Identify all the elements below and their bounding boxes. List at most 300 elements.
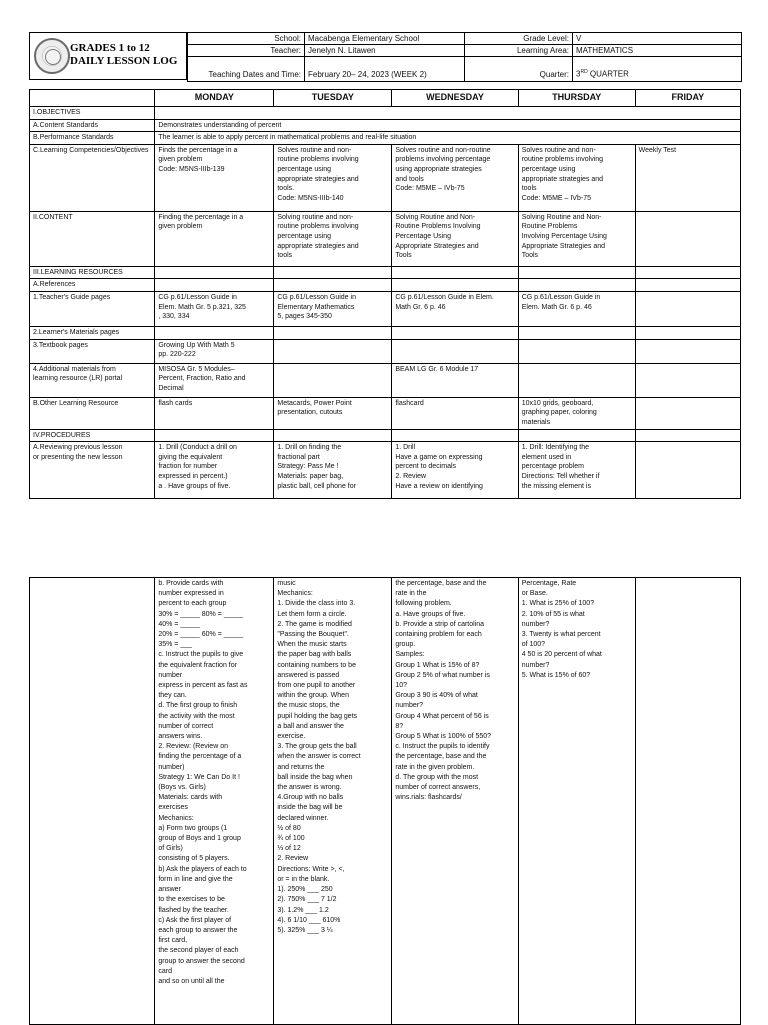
cell-text-line: MISOSA Gr. 5 Modules– xyxy=(158,365,235,373)
empty-cell xyxy=(392,429,518,442)
cell-text-line: percentage using xyxy=(521,165,576,173)
teachers-guide-cell xyxy=(635,291,740,326)
cell-text-line: giving the equivalent xyxy=(158,453,223,461)
other-resources-label: B.Other Learning Resource xyxy=(30,397,155,429)
review-cell xyxy=(274,442,392,499)
cell-text-line: answer xyxy=(158,886,181,894)
continued-thursday-cell xyxy=(518,578,635,1025)
cell-text-line: form in line and give the xyxy=(158,875,233,883)
cell-text-line: percentage problem xyxy=(521,463,584,471)
cell-text-line: "Passing the Bouquet". xyxy=(277,631,349,639)
empty-cell xyxy=(155,429,274,442)
learners-materials-row xyxy=(30,326,741,339)
cell-text-line: , 330, 334 xyxy=(158,313,190,321)
cell-text-line: a . Have groups of five. xyxy=(158,482,231,490)
cell-text-line: a. Have groups of five. xyxy=(395,610,466,618)
cell-text-line: exercise. xyxy=(277,733,306,741)
empty-cell xyxy=(274,363,392,397)
cell-text-line: Have a review on identifying xyxy=(395,482,483,490)
header-title-box xyxy=(29,32,187,80)
cell-text-line: appropriate strategies and xyxy=(277,242,359,250)
cell-text-line: Tools xyxy=(395,252,412,260)
resources-row xyxy=(30,266,741,279)
cell-text-line: expressed in percent.) xyxy=(158,472,228,480)
cell-text-line: using appropriate strategies xyxy=(395,165,482,173)
cell-text-line: number of correct xyxy=(158,722,214,730)
continued-row xyxy=(30,578,741,1025)
cell-text-line: group to answer the second xyxy=(158,957,245,965)
cell-text-line: Samples: xyxy=(395,651,425,659)
cell-text-line: group of Boys and 1 group xyxy=(158,835,241,843)
cell-text-line: Group 3 90 is 40% of what xyxy=(395,692,478,700)
cell-text-line: Solves routine and non- xyxy=(277,146,352,154)
cell-text-line: Weekly Test xyxy=(638,146,677,154)
cell-text-line: given problem xyxy=(158,156,203,164)
cell-text-line: 1. Divide the class into 3. xyxy=(277,600,356,608)
continued-monday-cell xyxy=(155,578,274,1025)
cell-text-line: CG p.61/Lesson Guide in xyxy=(277,293,356,301)
learners-materials-label: 2.Learner's Materials pages xyxy=(30,326,155,339)
additional-materials-row xyxy=(30,363,741,397)
cell-text-line: the missing element is xyxy=(521,482,591,490)
cell-text-line: 4.Additional materials from xyxy=(33,365,116,373)
cell-text-line: 2. Review xyxy=(395,472,427,480)
cell-text-line: the paper bag with balls xyxy=(277,651,352,659)
cell-text-line: 2. 10% of 55 is what xyxy=(521,610,585,618)
lesson-table-continued xyxy=(29,577,741,1025)
content-cell xyxy=(274,211,392,266)
cell-text-line: number xyxy=(158,671,183,679)
title-line-2: DAILY LESSON LOG xyxy=(70,55,178,67)
cell-text-line: CG p.61/Lesson Guide in xyxy=(521,293,601,301)
lesson-log-page-2 xyxy=(29,577,741,1024)
empty-cell xyxy=(392,326,518,339)
cell-text-line: c. Instruct the pupils to give xyxy=(158,651,244,659)
dates-value: February 20– 24, 2023 (WEEK 2) xyxy=(305,57,465,82)
empty-cell xyxy=(635,279,740,292)
content-cell xyxy=(635,211,740,266)
grade-label: Grade Level: xyxy=(465,33,573,45)
cell-text-line: routine problems involving xyxy=(277,156,359,164)
cell-text-line: first card, xyxy=(158,937,188,945)
cell-text-line: Routine Problems Involving xyxy=(395,223,481,231)
empty-cell xyxy=(155,326,274,339)
cell-text-line: Percent, Fraction, Ratio and xyxy=(158,375,246,383)
cell-text-line: Let them form a circle. xyxy=(277,610,347,618)
cell-text-line: 4). 6 1/10 ___ 610% xyxy=(277,916,341,924)
title-line-1: GRADES 1 to 12 xyxy=(70,42,150,54)
cell-text-line: containing problem for each xyxy=(395,631,482,639)
cell-text-line: presentation, cutouts xyxy=(277,409,343,417)
cell-text-line: answers wins. xyxy=(158,733,203,741)
cell-text-line: Solving Routine and Non- xyxy=(521,213,602,221)
cell-text-line: group. xyxy=(395,641,416,649)
cell-text-line: Metacards, Power Point xyxy=(277,399,352,407)
cell-text-line: 2. Review xyxy=(277,855,309,863)
dates-label: Teaching Dates and Time: xyxy=(188,57,305,82)
cell-text-line: Directions: Tell whether if xyxy=(521,472,600,480)
continued-wednesday-cell xyxy=(392,578,518,1025)
empty-cell xyxy=(392,339,518,363)
cell-text-line: percent to decimals xyxy=(395,463,457,471)
cell-text-line: Strategy 1: We Can Do It ! xyxy=(158,773,240,781)
cell-text-line: Directions: Write >, <, xyxy=(277,865,345,873)
cell-text-line: number? xyxy=(521,661,550,669)
references-row xyxy=(30,279,741,292)
review-cell xyxy=(392,442,518,499)
cell-text-line: number expressed in xyxy=(158,590,224,598)
cell-text-line: card xyxy=(158,967,172,975)
document-title xyxy=(70,42,177,68)
lesson-log-page-1 xyxy=(29,0,741,500)
empty-cell xyxy=(274,279,392,292)
cell-text-line: wins.rials: flashcards/ xyxy=(395,794,462,802)
cell-text-line: 2. Review: (Review on xyxy=(158,743,228,751)
cell-text-line: flashcard xyxy=(395,399,424,407)
cell-text-line: CG p.61/Lesson Guide in Elem. xyxy=(395,293,494,301)
other-resources-cell xyxy=(155,397,274,429)
cell-text-line: d. The first group to finish xyxy=(158,702,238,710)
cell-text-line: of 100? xyxy=(521,641,546,649)
resources-label: III.LEARNING RESOURCES xyxy=(30,266,155,279)
cell-text-line: pupil holding the bag gets xyxy=(277,712,358,720)
content-standards-row xyxy=(30,119,741,132)
cell-text-line: Growing Up With Math 5 xyxy=(158,341,235,349)
cell-text-line: 10x10 grids, geoboard, xyxy=(521,399,594,407)
cell-text-line: the equivalent fraction for xyxy=(158,661,237,669)
cell-text-line: 1. Drill: Identifying the xyxy=(521,444,590,452)
cell-text-line: b. Provide cards with xyxy=(158,580,224,587)
empty-cell xyxy=(518,339,635,363)
lesson-table xyxy=(29,89,741,499)
cell-text-line: and so on until all the xyxy=(158,977,225,985)
cell-text-line: Math Gr. 6 p. 46 xyxy=(395,303,446,311)
cell-text-line: Solves routine and non- xyxy=(521,146,596,154)
empty-cell xyxy=(635,326,740,339)
cell-text-line: answered is passed xyxy=(277,671,340,679)
school-label: School: xyxy=(188,33,305,45)
cell-text-line: Solving routine and non- xyxy=(277,213,354,221)
continued-label-cell xyxy=(30,578,155,1025)
area-value: MATHEMATICS xyxy=(573,45,742,57)
cell-text-line: 5). 325% ___ 3 ¼ xyxy=(277,926,333,934)
grade-value: V xyxy=(573,33,742,45)
cell-text-line: they can. xyxy=(158,692,187,700)
content-row xyxy=(30,211,741,266)
cell-text-line: or Base. xyxy=(521,590,548,598)
deped-seal-icon xyxy=(34,38,70,74)
cell-text-line: 4.Group with no balls xyxy=(277,794,344,802)
cell-text-line: a) Form two groups (1 xyxy=(158,824,228,832)
empty-cell xyxy=(392,279,518,292)
content-standards-label: A.Content Standards xyxy=(30,119,155,132)
cell-text-line: fractional part xyxy=(277,453,320,461)
empty-cell xyxy=(274,326,392,339)
cell-text-line: Appropriate Strategies and xyxy=(395,242,479,250)
cell-text-line: graphing paper, coloring xyxy=(521,409,597,417)
cell-text-line: of Girls) xyxy=(158,845,183,853)
cell-text-line: tools xyxy=(277,252,293,260)
cell-text-line: (Boys vs. Girls) xyxy=(158,784,206,792)
textbook-label: 3.Textbook pages xyxy=(30,339,155,363)
header-info-grid xyxy=(187,32,742,82)
school-value: Macabenga Elementary School xyxy=(305,33,465,45)
cell-text-line: 4 50 is 20 percent of what xyxy=(521,651,602,659)
cell-text-line: and tools xyxy=(395,175,424,183)
competency-cell xyxy=(392,144,518,211)
cell-text-line: fraction for number xyxy=(158,463,218,471)
cell-text-line: CG p.61/Lesson Guide in xyxy=(158,293,237,301)
cell-text-line: percent to each group xyxy=(158,600,227,608)
cell-text-line: percentage using xyxy=(277,232,332,240)
content-standards-text: Demonstrates understanding of percent xyxy=(155,119,741,132)
cell-text-line: percentage using xyxy=(277,165,332,173)
cell-text-line: containing numbers to be xyxy=(277,661,356,669)
quarter-value: 3RD QUARTER xyxy=(573,57,742,82)
cell-text-line: Group 1 What is 15% of 8? xyxy=(395,661,480,669)
cell-text-line: c) Ask the first player of xyxy=(158,916,232,924)
empty-cell xyxy=(274,266,392,279)
cell-text-line: Involving Percentage Using xyxy=(521,232,607,240)
cell-text-line: express in percent as fast as xyxy=(158,682,248,690)
cell-text-line: 5. What is 15% of 60? xyxy=(521,671,591,679)
day-header-thursday: THURSDAY xyxy=(518,90,635,107)
cell-text-line: the percentage, base and the xyxy=(395,753,487,761)
teachers-guide-cell xyxy=(155,291,274,326)
cell-text-line: ¾ of 100 xyxy=(277,835,305,843)
competencies-label: C.Learning Competencies/Objectives xyxy=(30,144,155,211)
review-cell xyxy=(635,442,740,499)
teacher-label: Teacher: xyxy=(188,45,305,57)
empty-cell xyxy=(518,266,635,279)
cell-text-line: Routine Problems xyxy=(521,223,578,231)
cell-text-line: rate in the given problem. xyxy=(395,763,475,771)
cell-text-line: Percentage, Rate xyxy=(521,580,577,587)
objectives-label: I.OBJECTIVES xyxy=(30,107,155,120)
cell-text-line: Code: M5ME – IVb-75 xyxy=(521,194,591,202)
cell-text-line: ½ of 80 xyxy=(277,824,301,832)
cell-text-line: a ball and answer the xyxy=(277,722,344,730)
cell-text-line: number of correct answers, xyxy=(395,784,481,792)
cell-text-line: pp. 220-222 xyxy=(158,351,196,359)
empty-cell xyxy=(518,279,635,292)
other-resources-cell xyxy=(392,397,518,429)
empty-cell xyxy=(518,363,635,397)
cell-text-line: or presenting the new lesson xyxy=(33,453,123,461)
day-header-blank xyxy=(30,90,155,107)
cell-text-line: Elem. Math Gr. 5 p.321, 325 xyxy=(158,303,246,311)
competency-cell xyxy=(635,144,740,211)
cell-text-line: the second player of each xyxy=(158,947,239,955)
teachers-guide-row xyxy=(30,291,741,326)
cell-text-line: tools xyxy=(521,185,537,193)
cell-text-line: or = in the blank. xyxy=(277,875,330,883)
cell-text-line: BEAM LG Gr. 6 Module 17 xyxy=(395,365,479,373)
teachers-guide-label: 1.Teacher's Guide pages xyxy=(30,291,155,326)
cell-text-line: 3. The group gets the ball xyxy=(277,743,357,751)
continued-friday-cell xyxy=(635,578,740,1025)
cell-text-line: d. The group with the most xyxy=(395,773,479,781)
continued-tuesday-cell xyxy=(274,578,392,1025)
procedures-row xyxy=(30,429,741,442)
empty-cell xyxy=(635,266,740,279)
ordinal-suffix: RD xyxy=(580,69,588,76)
cell-text-line: 2). 750% ___ 7 1/2 xyxy=(277,896,337,904)
cell-text-line: Have a game on expressing xyxy=(395,453,483,461)
cell-text-line: appropriate strategies and xyxy=(277,175,359,183)
cell-text-line: from one pupil to another xyxy=(277,682,356,690)
cell-text-line: Materials: paper bag, xyxy=(277,472,344,480)
cell-text-line: finding the percentage of a xyxy=(158,753,242,761)
review-row xyxy=(30,442,741,499)
cell-text-line: plastic ball, cell phone for xyxy=(277,482,356,490)
cell-text-line: rate in the xyxy=(395,590,427,598)
cell-text-line: 10? xyxy=(395,682,408,690)
cell-text-line: inside the bag will be xyxy=(277,804,343,812)
additional-materials-cell xyxy=(155,363,274,397)
performance-standards-row xyxy=(30,132,741,145)
cell-text-line: 35% = ___ xyxy=(158,641,193,649)
cell-text-line: element used in xyxy=(521,453,572,461)
cell-text-line: Group 4 What percent of 56 is xyxy=(395,712,489,720)
procedures-label: IV.PROCEDURES xyxy=(30,429,155,442)
cell-text-line: Group 2 5% of what number is xyxy=(395,671,490,679)
additional-materials-cell xyxy=(392,363,518,397)
cell-text-line: Mechanics: xyxy=(277,590,313,598)
review-cell xyxy=(518,442,635,499)
cell-text-line: appropriate strategies and xyxy=(521,175,604,183)
cell-text-line: flash cards xyxy=(158,399,193,407)
teachers-guide-cell xyxy=(518,291,635,326)
quarter-label: Quarter: xyxy=(465,57,573,82)
competency-cell xyxy=(155,144,274,211)
cell-text-line: ⅓ of 12 xyxy=(277,845,301,853)
cell-text-line: the activity with the most xyxy=(158,712,235,720)
cell-text-line: 40% = _____ xyxy=(158,620,200,628)
cell-text-line: when the answer is correct xyxy=(277,753,361,761)
other-resources-cell xyxy=(635,397,740,429)
cell-text-line: ball inside the bag when xyxy=(277,773,353,781)
day-header-row xyxy=(30,90,741,107)
cell-text-line: the percentage, base and the xyxy=(395,580,487,587)
performance-standards-label: B.Performance Standards xyxy=(30,132,155,145)
cell-text-line: Finding the percentage in a xyxy=(158,213,244,221)
cell-text-line: Solving Routine and Non- xyxy=(395,213,476,221)
teachers-guide-cell xyxy=(274,291,392,326)
empty-cell xyxy=(635,363,740,397)
teacher-value: Jenelyn N. Litawen xyxy=(305,45,465,57)
cell-text-line: and returns the xyxy=(277,763,325,771)
cell-text-line: 3). 1.2% ___ 1.2 xyxy=(277,906,329,914)
cell-text-line: When the music starts xyxy=(277,641,347,649)
cell-text-line: materials xyxy=(521,418,551,426)
cell-text-line: Elem. Math Gr. 6 p. 46 xyxy=(521,303,592,311)
competencies-row xyxy=(30,144,741,211)
empty-cell xyxy=(518,326,635,339)
cell-text-line: exercises xyxy=(158,804,188,812)
cell-text-line: number? xyxy=(521,620,550,628)
review-label xyxy=(30,442,155,499)
cell-text-line: Decimal xyxy=(158,384,184,392)
content-cell xyxy=(518,211,635,266)
cell-text-line: 5, pages 345-350 xyxy=(277,313,332,321)
cell-text-line: each group to answer the xyxy=(158,926,238,934)
empty-cell xyxy=(635,339,740,363)
cell-text-line: 30% = _____ 80% = _____ xyxy=(158,610,244,618)
cell-text-line: 2. The game is modified xyxy=(277,620,352,628)
cell-text-line: Mechanics: xyxy=(158,814,194,822)
content-cell xyxy=(392,211,518,266)
cell-text-line: number) xyxy=(158,763,185,771)
cell-text-line: Tools xyxy=(521,252,539,260)
cell-text-line: Code: M5NS-IIIb-139 xyxy=(158,165,225,173)
cell-text-line: Group 5 What is 100% of 550? xyxy=(395,733,492,741)
empty-cell xyxy=(155,279,274,292)
cell-text-line: number? xyxy=(395,702,423,710)
cell-text-line: 1. Drill (Conduct a drill on xyxy=(158,444,237,452)
objectives-span xyxy=(155,107,741,120)
cell-text-line: Strategy: Pass Me ! xyxy=(277,463,339,471)
cell-text-line: Solves routine and non-routine xyxy=(395,146,491,154)
empty-cell xyxy=(392,266,518,279)
cell-text-line: learning resource (LR) portal xyxy=(33,375,123,383)
other-resources-cell xyxy=(518,397,635,429)
textbook-cell xyxy=(155,339,274,363)
competency-cell xyxy=(274,144,392,211)
cell-text-line: Appropriate Strategies and xyxy=(521,242,605,250)
cell-text-line: flashed by the teacher. xyxy=(158,906,229,914)
other-resources-row xyxy=(30,397,741,429)
empty-cell xyxy=(518,429,635,442)
cell-text-line: consisting of 5 players. xyxy=(158,855,230,863)
cell-text-line: 1. Drill xyxy=(395,444,416,452)
review-cell xyxy=(155,442,274,499)
cell-text-line: 3. Twenty is what percent xyxy=(521,631,601,639)
cell-text-line: Finds the percentage in a xyxy=(158,146,238,154)
header xyxy=(29,32,741,80)
day-header-wednesday: WEDNESDAY xyxy=(392,90,518,107)
cell-text-line: tools. xyxy=(277,185,295,193)
cell-text-line: declared winner. xyxy=(277,814,329,822)
empty-cell xyxy=(274,339,392,363)
competency-cell xyxy=(518,144,635,211)
other-resources-cell xyxy=(274,397,392,429)
cell-text-line: Percentage Using xyxy=(395,232,451,240)
cell-text-line: b) Ask the players of each to xyxy=(158,865,247,873)
cell-text-line: 1. Drill on finding the xyxy=(277,444,342,452)
cell-text-line: Materials: cards with xyxy=(158,794,223,802)
cell-text-line: c. Instruct the pupils to identify xyxy=(395,743,490,751)
empty-cell xyxy=(155,266,274,279)
day-header-tuesday: TUESDAY xyxy=(274,90,392,107)
cell-text-line: Elementary Mathematics xyxy=(277,303,355,311)
cell-text-line: Code: M5NS-IIIb-140 xyxy=(277,194,344,202)
cell-text-line: b. Provide a strip of cartolina xyxy=(395,620,485,628)
performance-standards-text: The learner is able to apply percent in mathematical problems and real-life situation xyxy=(155,132,741,145)
cell-text-line: the answer is wrong. xyxy=(277,784,342,792)
references-label: A.References xyxy=(30,279,155,292)
textbook-row xyxy=(30,339,741,363)
day-header-friday: FRIDAY xyxy=(635,90,740,107)
area-label: Learning Area: xyxy=(465,45,573,57)
cell-text-line: Code: M5ME – IVb-75 xyxy=(395,185,465,193)
cell-text-line: the music stops, the xyxy=(277,702,340,710)
cell-text-line: 1. What is 25% of 100? xyxy=(521,600,595,608)
cell-text-line: A.Reviewing previous lesson xyxy=(33,444,123,452)
content-label: II.CONTENT xyxy=(30,211,155,266)
objectives-row xyxy=(30,107,741,120)
empty-cell xyxy=(635,429,740,442)
